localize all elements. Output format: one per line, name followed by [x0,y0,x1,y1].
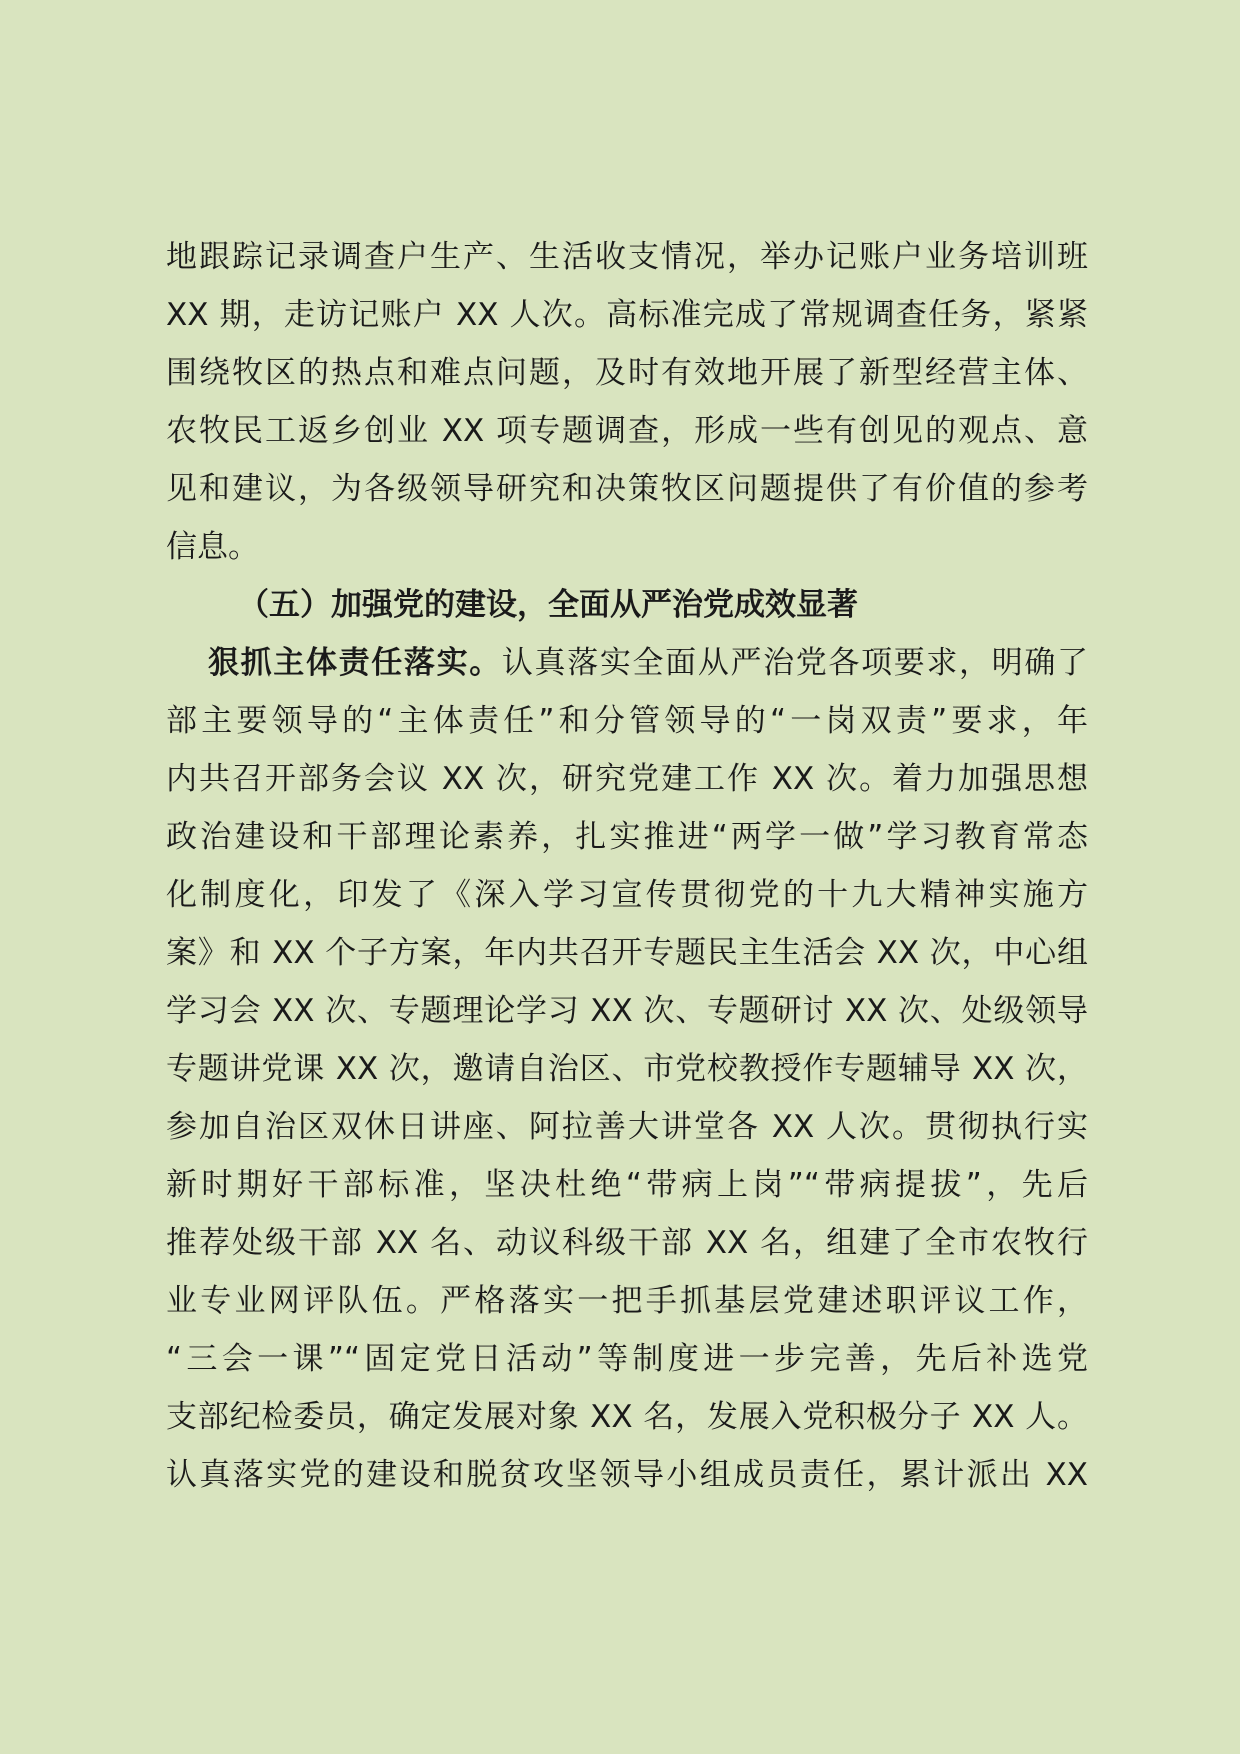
body-text-line: 推荐处级干部 XX 名、动议科级干部 XX 名，组建了全市农牧行 [166,1225,1088,1261]
body-text-line: 认真落实党的建设和脱贫攻坚领导小组成员责任，累计派出 XX [166,1457,1088,1493]
section-heading: （五）加强党的建设，全面从严治党成效显著 [238,587,858,623]
body-text-line: 农牧民工返乡创业 XX 项专题调查，形成一些有创见的观点、意 [166,413,1088,449]
body-text-line: XX 期，走访记账户 XX 人次。高标准完成了常规调查任务，紧紧 [166,297,1088,333]
document-page [166,228,1088,1504]
body-text-line: 围绕牧区的热点和难点问题，及时有效地开展了新型经营主体、 [166,355,1088,391]
paragraph-lead-bold: 狠抓主体责任落实。 [208,645,502,681]
body-text-line: 部主要领导的“主体责任”和分管领导的“一岗双责”要求，年 [166,703,1088,739]
body-text-line: 内共召开部务会议 XX 次，研究党建工作 XX 次。着力加强思想 [166,761,1088,797]
body-text-line: 学习会 XX 次、专题理论学习 XX 次、专题研讨 XX 次、处级领导 [166,993,1088,1029]
paragraph-first-line-rest: 认真落实全面从严治党各项要求，明确了 [501,645,1089,681]
body-text-line: 政治建设和干部理论素养，扎实推进“两学一做”学习教育常态 [166,819,1088,855]
body-text-line: 参加自治区双休日讲座、阿拉善大讲堂各 XX 人次。贯彻执行实 [166,1109,1088,1145]
body-text-line: 专题讲党课 XX 次，邀请自治区、市党校教授作专题辅导 XX 次， [166,1051,1088,1087]
body-text-line: 业专业网评队伍。严格落实一把手抓基层党建述职评议工作， [166,1283,1088,1319]
paragraph-first-line [166,634,1088,692]
body-text-line: 见和建议，为各级领导研究和决策牧区问题提供了有价值的参考 [166,471,1088,507]
body-text-line: 新时期好干部标准，坚决杜绝“带病上岗”“带病提拔”，先后 [166,1167,1088,1203]
body-text-line: 化制度化，印发了《深入学习宣传贯彻党的十九大精神实施方 [166,877,1088,913]
body-text-line: 案》和 XX 个子方案，年内共召开专题民主生活会 XX 次，中心组 [166,935,1088,971]
body-text-line: 支部纪检委员，确定发展对象 XX 名，发展入党积极分子 XX 人。 [166,1399,1088,1435]
body-text-line: 地跟踪记录调查户生产、生活收支情况，举办记账户业务培训班 [166,239,1088,275]
body-text-line: “三会一课”“固定党日活动”等制度进一步完善，先后补选党 [166,1341,1088,1377]
body-text-line: 信息。 [166,529,259,565]
